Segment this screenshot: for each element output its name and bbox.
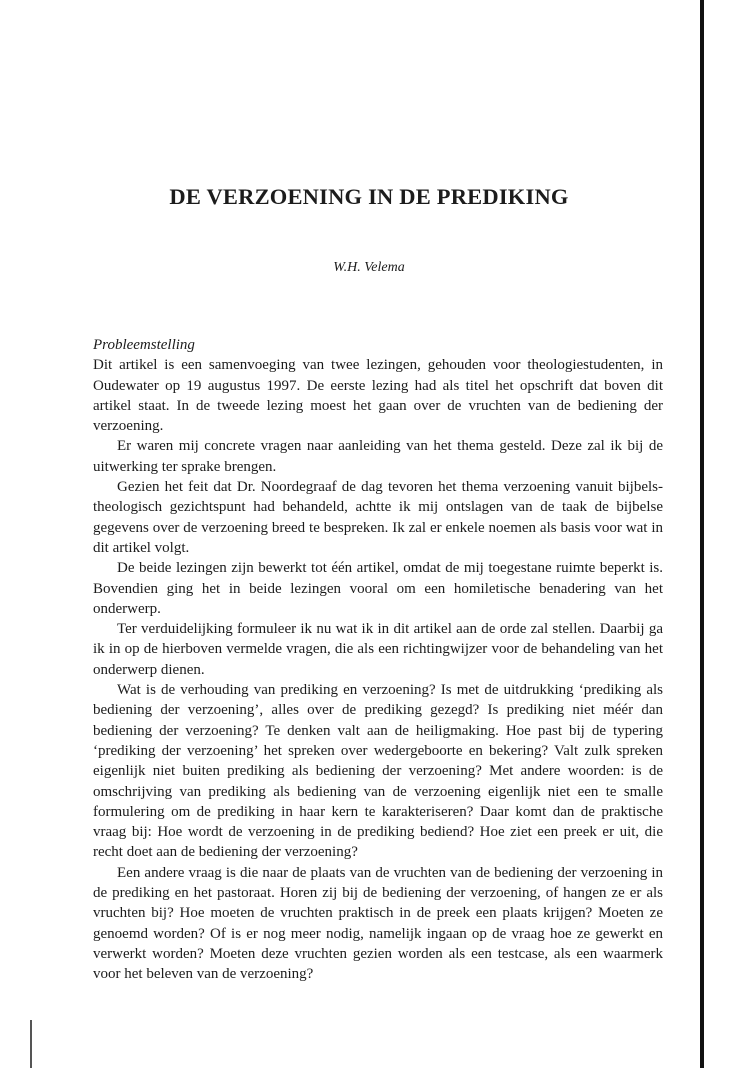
page-left-edge: [30, 1020, 32, 1068]
paragraph-6: Wat is de verhouding van prediking en verzoening? Is met de uitdrukking ‘prediking als bediening der verzoening’, alles over de prediking gezegd? Is prediking niet méér dan bediening der verzoening? Te denken valt aan de heiligmaking. Hoe past bij de typering ‘prediking der verzoening’ het spreken over wedergeboorte en bekering? Valt zulk spreken eigenlijk niet buiten prediking als bediening der verzoening? Met andere woorden: is de omschrijving van prediking als bediening van de verzoening eigenlijk niet een te smalle formulering om de prediking in haar kern te karakteriseren? Daar komt dan de praktische vraag bij: Hoe wordt de verzoening in de prediking bediend? Hoe ziet een preek er uit, die recht doet aan de bediening der verzoening?: [93, 682, 663, 861]
paragraph-1: Dit artikel is een samenvoeging van twee lezingen, gehouden voor theologiestudenten, in Oudewater op 19 augustus 1997. De eerste lezing had als titel het opschrift dat boven dit artikel staat. In de tweede lezing moest het gaan over de vruchten van de bediening der verzoening.: [93, 357, 663, 435]
paragraph-4: De beide lezingen zijn bewerkt tot één artikel, omdat de mij toegestane ruimte beperkt is. Bovendien ging het in beide lezingen vooral om een homiletische benadering van het onderwerp.: [93, 560, 663, 617]
article-author: W.H. Velema: [333, 260, 405, 275]
paragraph-7: Een andere vraag is die naar de plaats van de vruchten van de bediening der verzoening in de prediking en het pastoraat. Horen zij bij de bediening der verzoening, of hangen ze er als vruchten bij? Hoe moeten de vruchten praktisch in de preek een plaats krijgen? Moeten ze genoemd worden? Of is er nog meer nodig, namelijk ingaan op de vraag hoe ze gewerkt en verwerkt worden? Moeten deze vruchten gezien worden als een testcase, als een waarmerk voor het beleven van de verzoening?: [93, 864, 663, 983]
paragraph-5: Ter verduidelijking formuleer ik nu wat ik in dit artikel aan de orde zal stellen. Daarbij ga ik in op de hierboven vermelde vragen, die als een richtingwijzer voor de behandeling van het onderwerp dienen.: [93, 621, 663, 678]
paragraph-3: Gezien het feit dat Dr. Noordegraaf de dag tevoren het thema verzoening vanuit bijbels-theologisch gezichtspunt had behandeld, achtte ik mij ontslagen van de taak de bijbelse gegevens over de verzoening breed te bespreken. Ik zal er enkele noemen als basis voor wat in dit artikel volgt.: [93, 479, 663, 556]
section-heading: Probleemstelling: [93, 337, 195, 353]
article-body: [93, 335, 663, 985]
paragraph-2: Er waren mij concrete vragen naar aanleiding van het thema gesteld. Deze zal ik bij de uitwerking ter sprake brengen.: [93, 438, 663, 475]
page-right-edge: [700, 0, 704, 1068]
article-title: DE VERZOENING IN DE PREDIKING: [169, 184, 569, 209]
